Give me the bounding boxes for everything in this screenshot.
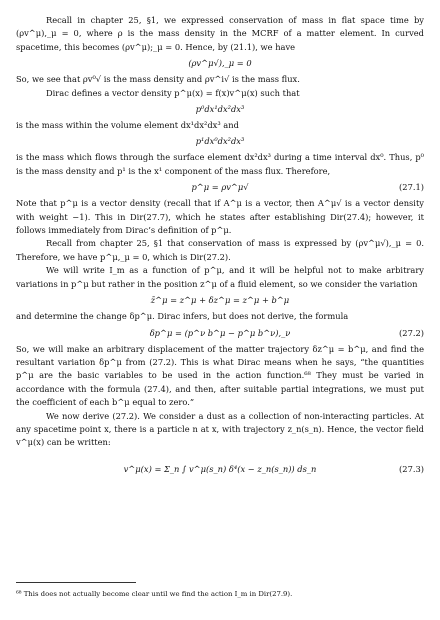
equation-number: (27.1): [399, 182, 424, 193]
paragraph: Note that p^μ is a vector density (recall that if A^μ is a vector, then A^μ√ is a vector density with weight −1). This in Dir(27.7), which he states after establishing Dir(27.4); however, it follows immediately from Dirac’s definition of p^μ.: [16, 198, 424, 236]
paragraph: is the mass within the volume element dx¹dx²dx³ and: [16, 120, 239, 131]
equation-text: (ρv^μ√),_μ = 0: [188, 58, 252, 69]
equation: [16, 180, 424, 194]
equation-number: (27.3): [399, 463, 424, 474]
equation-text: p^μ = ρv^μ√: [191, 182, 249, 193]
equation: [16, 454, 424, 484]
footnote: ⁶⁸ This does not actually become clear until we find the action I_m in Dir(27.9).: [16, 590, 293, 598]
paragraph: We will write I_m as a function of p^μ, and it will be helpful not to make arbitrary variations in p^μ but rather in the position z^μ of a fluid element, so we consider the variation: [16, 265, 424, 289]
equation-text: v^μ(x) = Σ_n ∫ v^μ(s_n) δ⁴(x − z_n(s_n)) ds_n: [123, 463, 317, 474]
paragraph: Dirac defines a vector density p^μ(x) = f(x)v^μ(x) such that: [46, 87, 300, 98]
paragraph: We now derive (27.2). We consider a dust as a collection of non-interacting particles. At any spacetime point x, there is a particle n at x, with trajectory z_n(s_n). Hence, the vector field v^μ(x) can be written:: [16, 410, 424, 448]
equation-text: p⁰dx¹dx²dx³: [195, 104, 245, 115]
paragraph: is the mass which flows through the surface element dx²dx³ during a time interval dx⁰. Thus, p⁰ is the mass density and p¹ is the x¹ component of the mass flux. Therefore,: [16, 152, 424, 176]
equation-text: p¹dx⁰dx²dx³: [195, 136, 245, 147]
equation: [16, 326, 424, 340]
paragraph: Recall in chapter 25, §1, we expressed conservation of mass in flat space time by (ρv^μ),_μ = 0, where ρ is the mass density in the MCRF of a matter element. In curved spacetime, this becomes (ρv^μ);_μ = 0. Hence, by (21.1), we have: [16, 15, 424, 52]
paragraph: So, we see that ρv⁰√ is the mass density and ρv^i√ is the mass flux.: [16, 74, 300, 85]
equation-text: δp^μ = (p^ν b^μ − p^μ b^ν),_ν: [149, 327, 291, 338]
paragraph: So, we will make an arbitrary displacement of the matter trajectory δz^μ = b^μ, and find the resultant variation δp^μ from (27.2). This is what Dirac means when he says, “the quantities p^μ are the basic variables to be used in the action function.⁶⁸ They must be varied in accordance with the formula (27.4), and then, after suitable partial integrations, we must put the coefficient of each b^μ equal to zero.”: [16, 343, 424, 408]
equation-number: (27.2): [399, 327, 424, 338]
equation: [16, 134, 424, 148]
equation: [16, 293, 424, 307]
paragraph: Recall from chapter 25, §1 that conservation of mass is expressed by (ρv^μ√),_μ = 0. Therefore, we have p^μ,_μ = 0, which is Dir(27.2).: [16, 238, 424, 262]
equation-text: z̄^μ = z^μ + δz^μ = z^μ + b^μ: [150, 295, 290, 306]
equation: [16, 56, 424, 70]
paragraph: and determine the change δp^μ. Dirac infers, but does not derive, the formula: [16, 311, 349, 322]
footnote-divider: [16, 582, 136, 583]
equation: [16, 102, 424, 116]
